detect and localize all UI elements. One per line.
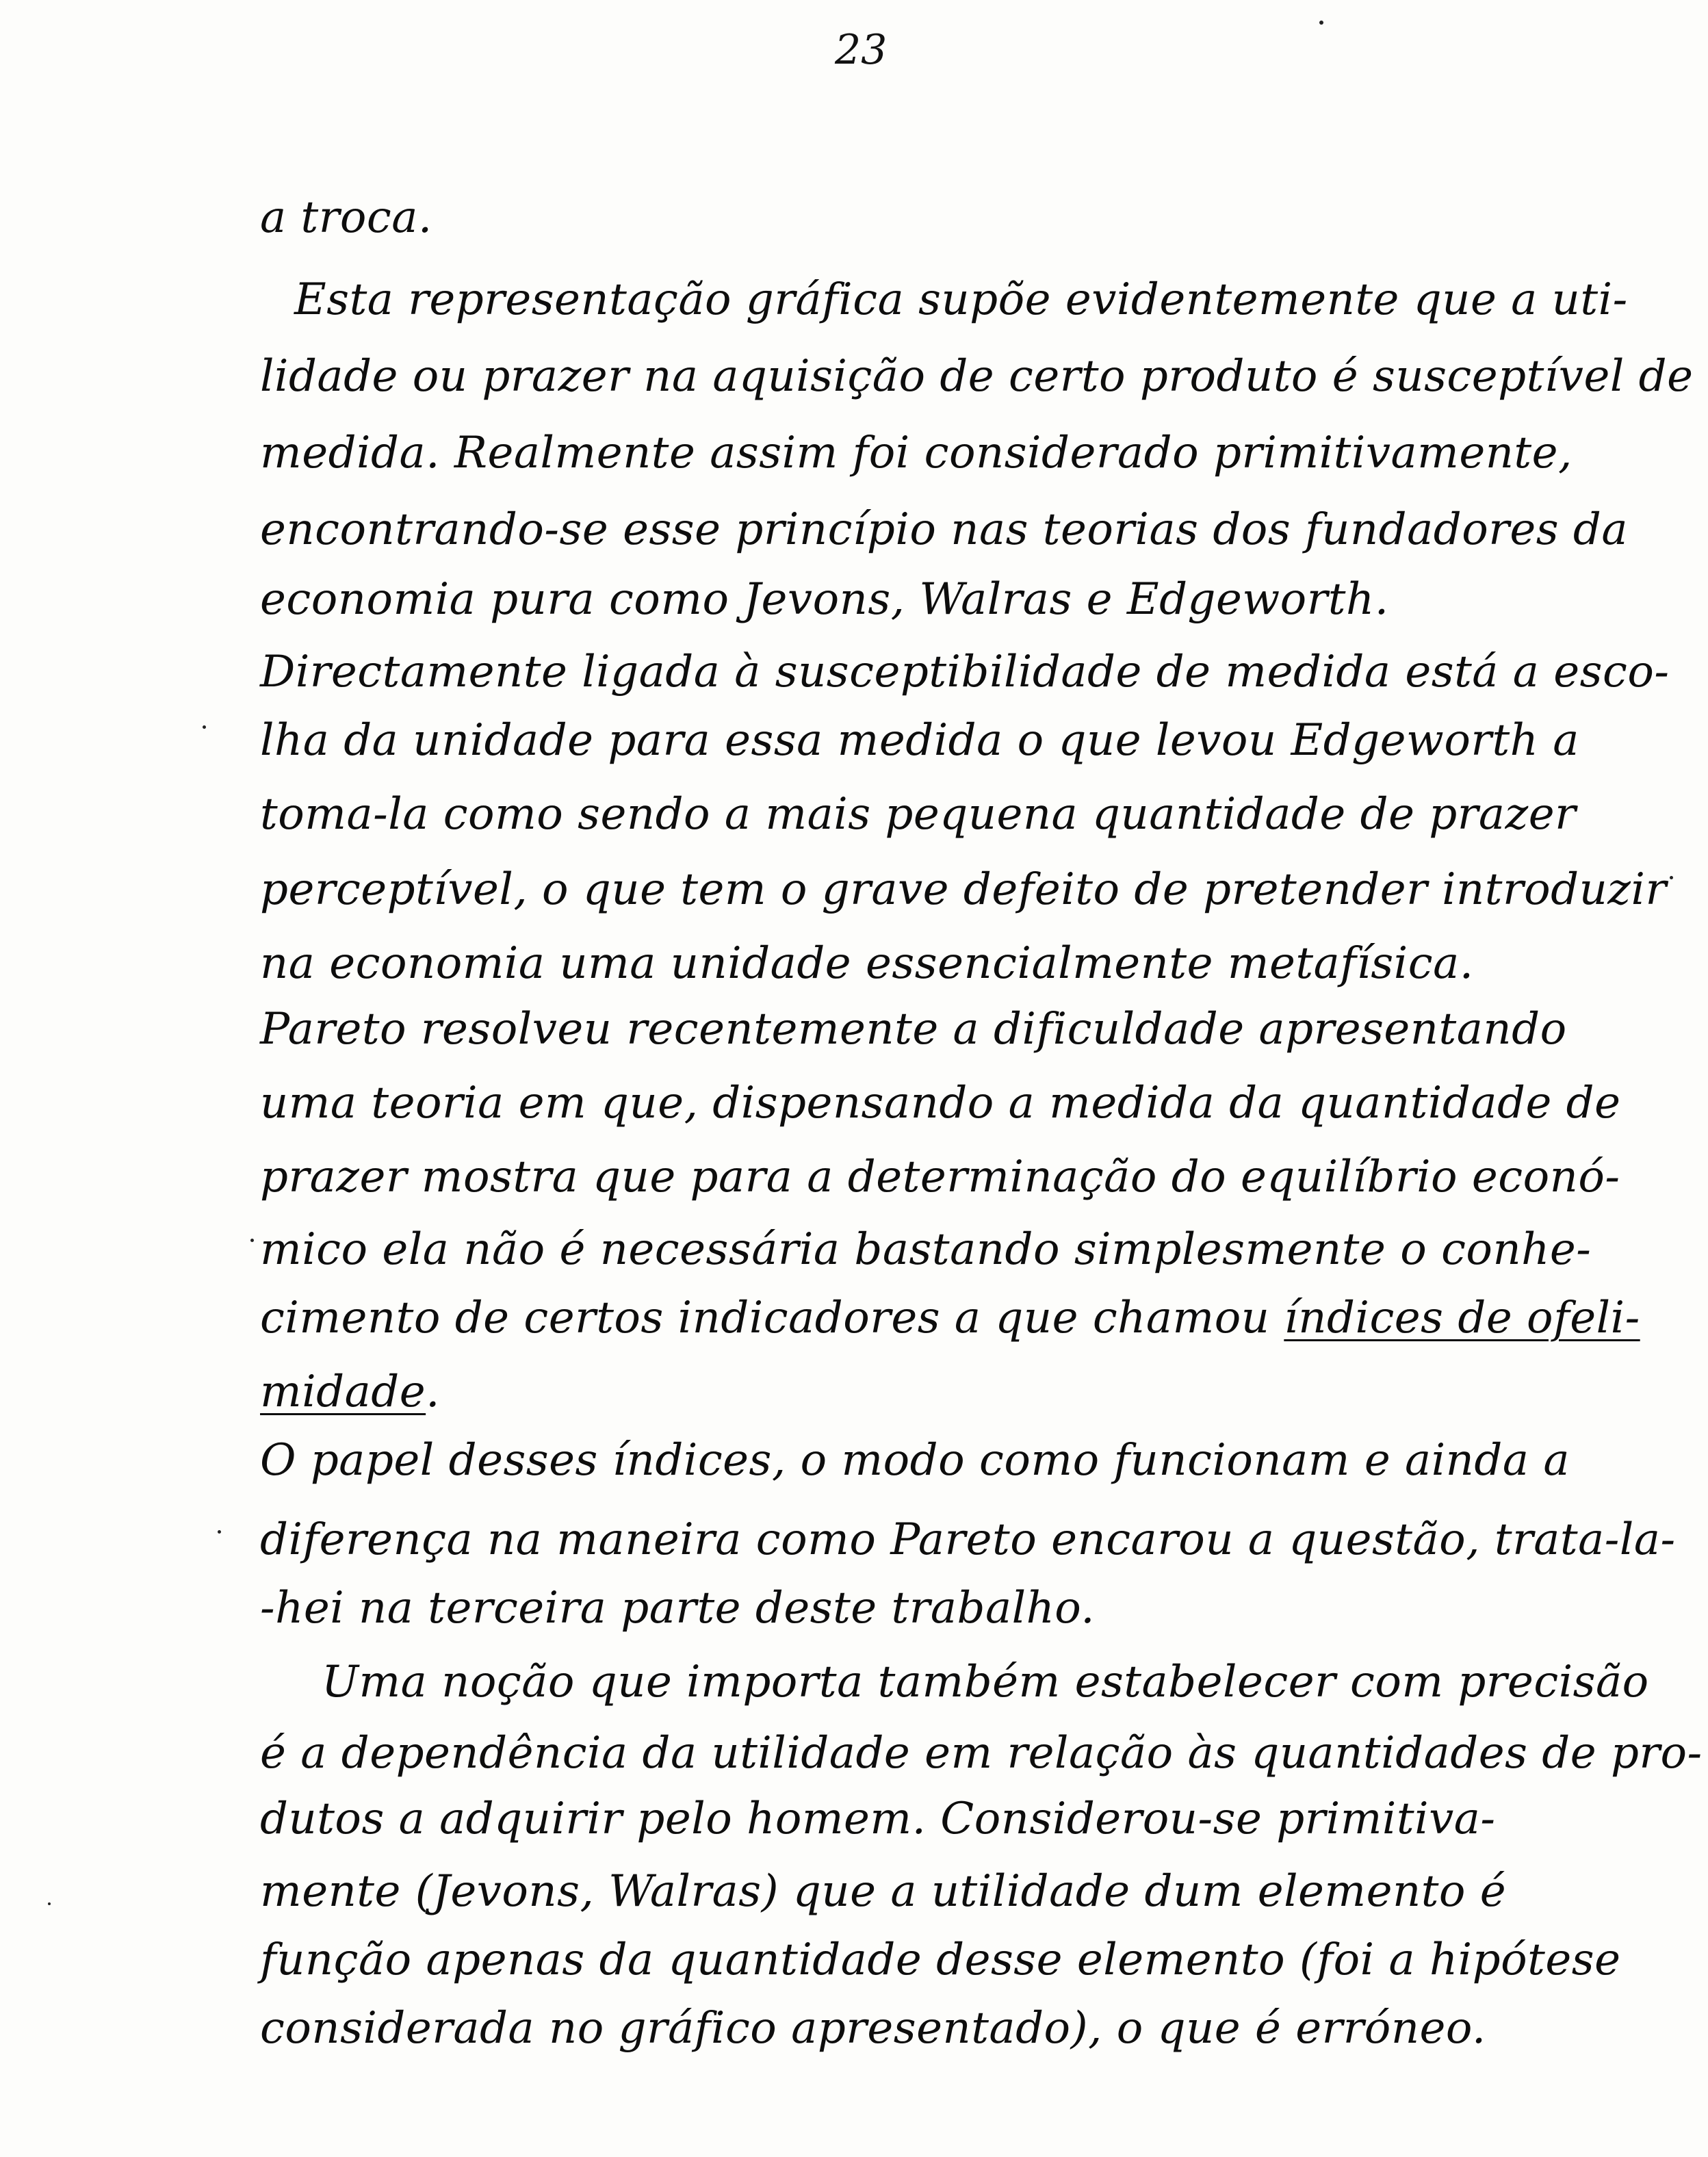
text-line-12: Pareto resolveu recentemente a dificuldade apresentando [260, 1004, 1567, 1055]
text-line-9: toma-la como sendo a mais pequena quantidade de prazer [260, 789, 1577, 840]
text-line-17 [260, 1358, 440, 1426]
text-line-7: Directamente ligada à susceptibilidade de medida está a esco- [260, 647, 1670, 697]
text-line-18: O papel desses índices, o modo como funcionam e ainda a [260, 1435, 1570, 1486]
text-line-25: função apenas da quantidade desse elemento (foi a hipótese [260, 1935, 1621, 1985]
text-line-16 [260, 1284, 1640, 1352]
text-line-17-period: . [426, 1367, 440, 1417]
ink-speck [250, 1239, 254, 1242]
text-line-22: é a dependência da utilidade em relação às quantidades de pro- [260, 1728, 1703, 1779]
text-line-2: Esta representação gráfica supõe evidentemente que a uti- [294, 274, 1628, 325]
text-line-4: medida. Realmente assim foi considerado primitivamente, [260, 428, 1573, 478]
text-line-14: prazer mostra que para a determinação do equilíbrio econó- [260, 1152, 1620, 1202]
text-line-13: uma teoria em que, dispensando a medida da quantidade de [260, 1078, 1621, 1128]
ink-speck [48, 1902, 51, 1905]
underlined-term-end: midade [260, 1367, 426, 1417]
page-number: 23 [835, 26, 888, 74]
text-line-10: perceptível, o que tem o grave defeito de pretender introduzir [260, 864, 1667, 915]
text-line-23: dutos a adquirir pelo homem. Considerou-se primitiva- [260, 1794, 1496, 1844]
text-line-21: Uma noção que importa também estabelecer com precisão [322, 1657, 1649, 1707]
text-line-1: a troca. [260, 192, 432, 243]
ink-speck [218, 1530, 221, 1534]
text-line-11: na economia uma unidade essencialmente metafísica. [260, 938, 1474, 989]
text-line-20: -hei na terceira parte deste trabalho. [260, 1583, 1096, 1633]
text-line-3: lidade ou prazer na aquisição de certo produto é susceptível de [260, 351, 1694, 402]
text-line-26: considerada no gráfico apresentado), o que é erróneo. [260, 2003, 1486, 2054]
underlined-term-start: índices de ofeli- [1284, 1293, 1640, 1343]
ink-speck [1670, 876, 1673, 879]
text-line-15: mico ela não é necessária bastando simplesmente o conhe- [260, 1224, 1592, 1275]
text-line-5: encontrando-se esse princípio nas teorias dos fundadores da [260, 504, 1629, 555]
ink-speck [203, 725, 206, 729]
ink-speck [1319, 21, 1323, 25]
text-line-6: economia pura como Jevons, Walras e Edgeworth. [260, 574, 1389, 625]
text-line-24: mente (Jevons, Walras) que a utilidade dum elemento é [260, 1866, 1507, 1917]
text-line-19: diferença na maneira como Pareto encarou a questão, trata-la- [260, 1514, 1676, 1565]
text-line-8: lha da unidade para essa medida o que levou Edgeworth a [260, 715, 1579, 766]
text-line-16-main: cimento de certos indicadores a que chamou [260, 1293, 1270, 1343]
